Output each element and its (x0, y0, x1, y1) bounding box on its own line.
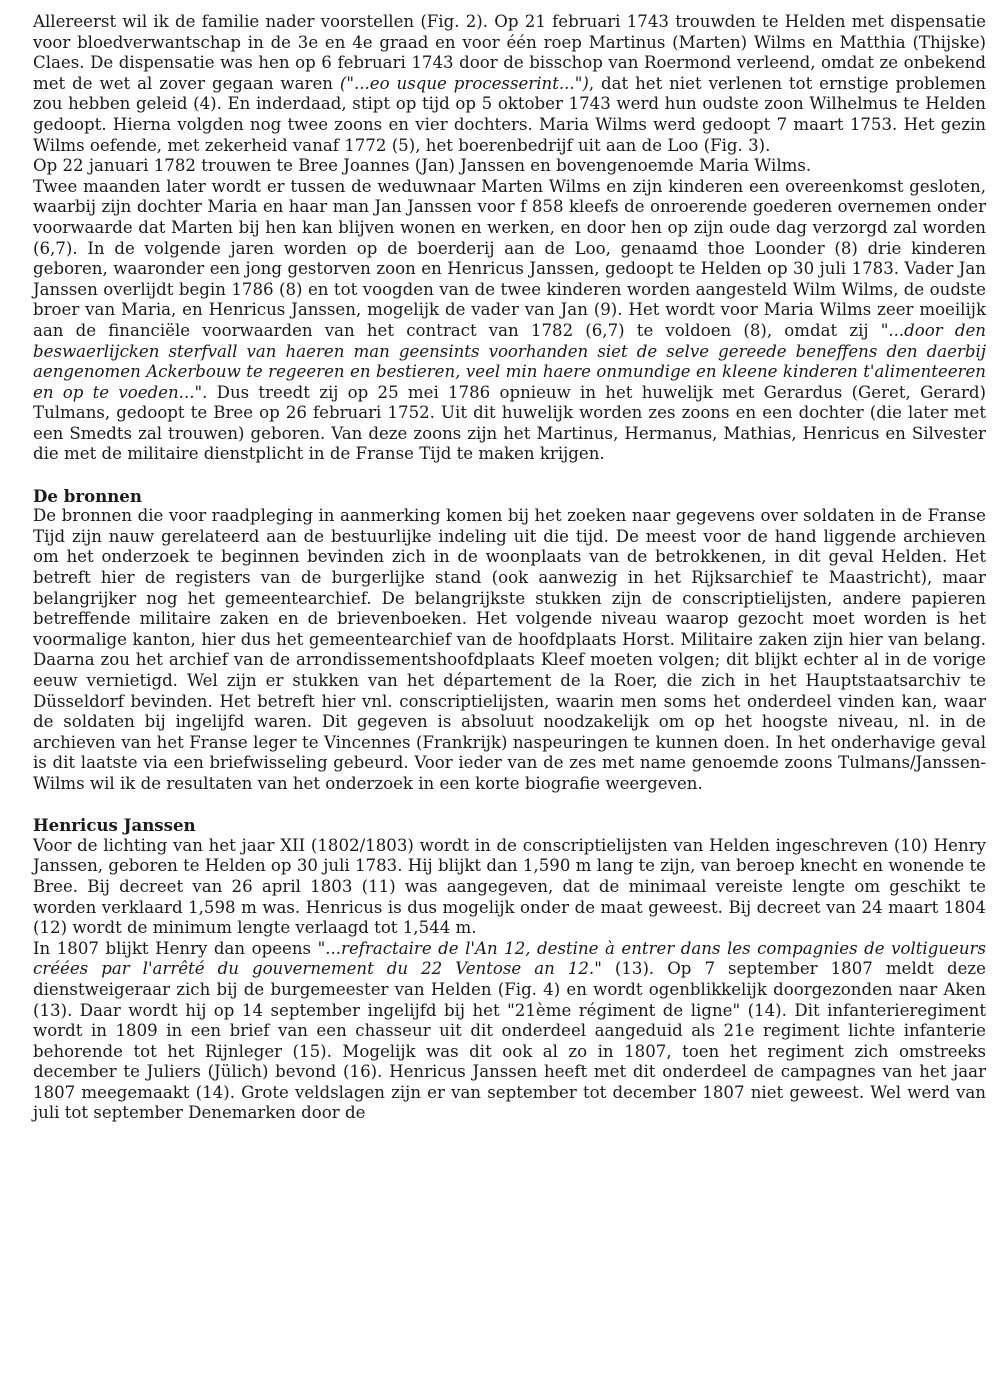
french-quote: "...refractaire de l'An 12, destine à entrer dans les compagnies de voltigueurs créées par l'arrêté du gouvernement du 22 Ventose an 12." (33, 938, 986, 979)
henricus-paragraph-service (33, 939, 986, 1124)
henricus-paragraph-conscription: Voor de lichting van het jaar XII (1802/1803) wordt in de conscriptielijsten van Helden ingeschreven (10) Henry Janssen, geboren te Helden op 30 juli 1783. Hij blijkt dan 1,590 m lang te zijn, van beroep knecht en wonende te Bree. Bij decreet van 26 april 1803 (11) was aangegeven, dat de minimaal vereiste lengte om geschikt te worden verklaard 1,598 m was. Henricus is dus mogelijk onder de maat geweest. Bij decreet van 24 maart 1804 (12) wordt de minimum lengte verlaagd tot 1,544 m. (33, 835, 986, 938)
intro-text-3b: . Dus treedt zij op 25 mei 1786 opnieuw in het huwelijk met Gerardus (Geret, Gerard) Tulmans, gedoopt te Bree op 26 februari 1752. Uit dit huwelijk worden zes zoons en een dochter (die later met een Smedts zal trouwen) geboren. Van deze zoons zijn het Martinus, Hermanus, Mathias, Henricus en Silvester die met de militaire dienstplicht in de Franse Tijd te maken krijgen. (33, 382, 987, 464)
henricus-text-2b: (13). Op 7 september 1807 meldt deze dienstweigeraar zich bij de burgemeester van Helden (Fig. 4) en wordt ogenblikkelijk doorgezonden naar Aken (13). Daar wordt hij op 14 september ingelijfd bij het "21ème régiment de ligne" (14). Dit infanterieregiment wordt in 1809 in een brief van een chasseur uit dit onderdeel aangeduid als 21e regiment lichte infanterie behorende tot het Rijnleger (15). Mogelijk was dit ook al zo in 1807, toen het regiment zich omstreeks december te Juliers (Jülich) bevond (16). Henricus Janssen heeft met dit onderdeel de campagnes van het jaar 1807 meegemaakt (14). Grote veldslagen zijn er van september tot december 1807 niet geweest. Wel werd van juli tot september Denemarken door de (33, 959, 986, 1123)
section-heading-bronnen: De bronnen (33, 485, 142, 506)
archival-quote: "...door den beswaerlijcken sterfvall van haeren man geensints voorhanden siet de selve gereede beneffens den daerbij aengenomen Ackerbouw te regeeren en bestieren, veel min haere onmundige en kleene kinderen t'alimenteeren en op te voeden..." (33, 320, 986, 402)
section-gap (33, 795, 986, 816)
henricus-text-2a: In 1807 blijkt Henry dan opeens (33, 938, 318, 958)
intro-text-1b: , dat het niet verlenen tot ernstige problemen zou hebben geleid (4). En inderdaad, stipt op tijd op 5 oktober 1743 werd hun oudste zoon Wilhelmus te Helden gedoopt. Hierna volgden nog twee zoons en vier dochters. Maria Wilms werd gedoopt 7 maart 1753. Het gezin Wilms oefende, met zekerheid vanaf 1772 (5), het boerenbedrijf uit aan de Loo (Fig. 3). (33, 73, 986, 155)
section-heading-henricus: Henricus Janssen (33, 815, 196, 836)
section-gap (33, 465, 986, 486)
intro-text-3a: Twee maanden later wordt er tussen de weduwnaar Marten Wilms en zijn kinderen een overeenkomst gesloten, waarbij zijn dochter Maria en haar man Jan Janssen voor f 858 kleefs de onroerende goederen overnemen onder voorwaarde dat Marten bij hen kan blijven wonen en werken, en door hen op zijn oude dag verzorgd zal worden (6,7). In de volgende jaren worden op de boerderij aan de Loo, genaamd thoe Loonder (8) drie kinderen geboren, waaronder een jong gestorven zoon en Henricus Janssen, gedoopt te Helden op 30 juli 1783. Vader Jan Janssen overlijdt begin 1786 (8) en tot voogden van de twee kinderen worden aangesteld Wilm Wilms, de oudste broer van Maria, en Henricus Janssen, mogelijk de vader van Jan (9). Het wordt voor Maria Wilms zeer moeilijk aan de financiële voorwaarden van het contract van 1782 (6,7) te voldoen (8), omdat zij (33, 176, 986, 340)
bronnen-paragraph: De bronnen die voor raadpleging in aanmerking komen bij het zoeken naar gegevens over soldaten in de Franse Tijd zijn nauw gerelateerd aan de bestuurlijke indeling uit die tijd. De meest voor de hand liggende archieven om het onderzoek te beginnen bevinden zich in de woonplaats van de betrokkenen, in dit geval Helden. Het betreft hier de registers van de burgerlijke stand (ook aanwezig in het Rijksarchief te Maastricht), maar belangrijker nog het gemeentearchief. De belangrijkste stukken zijn de conscriptielijsten, andere papieren betreffende militaire zaken en de brievenboeken. Het volgende niveau waarop gezocht moet worden is het voormalige kanton, hier dus het gemeentearchief van de hoofdplaats Horst. Militaire zaken zijn hier van belang. Daarna zou het archief van de arrondissementshoofdplaats Kleef moeten volgen; dit blijkt echter al in de vorige eeuw vernietigd. Wel zijn er stukken van het département de la Roer, die zich in het Hauptstaatsarchiv te Düsseldorf bevinden. Het betreft hier vnl. conscriptielijsten, waarin men soms het onderdeel vinden kan, waar de soldaten bij ingelijfd waren. Dit gegeven is absoluut noodzakelijk om op het hoogste niveau, nl. in de archieven van het Franse leger te Vincennes (Frankrijk) naspeuringen te kunnen doen. In het onderhavige geval is dit laatste via een briefwisseling gebeurd. Voor ieder van de zes met name genoemde zoons Tulmans/Janssen-Wilms wil ik de resultaten van het onderzoek in een korte biografie weergeven. (33, 506, 986, 793)
latin-quote: ("...eo usque processerint...") (339, 73, 589, 93)
intro-paragraph-agreement (33, 177, 986, 465)
intro-paragraph-family (33, 12, 986, 156)
intro-text-1a: Allereerst wil ik de familie nader voorstellen (Fig. 2). Op 21 februari 1743 trouwden te Helden met dispensatie voor bloedverwantschap in de 3e en 4e graad en voor één roep Martinus (Marten) Wilms en Matthia (Thijske) Claes. De dispensatie was hen op 6 februari 1743 door de bisschop van Roermond verleend, omdat ze onbekend met de wet al zover gegaan waren (33, 12, 986, 93)
intro-paragraph-marriage: Op 22 januari 1782 trouwen te Bree Joannes (Jan) Janssen en bovengenoemde Maria Wilms. (33, 156, 812, 176)
